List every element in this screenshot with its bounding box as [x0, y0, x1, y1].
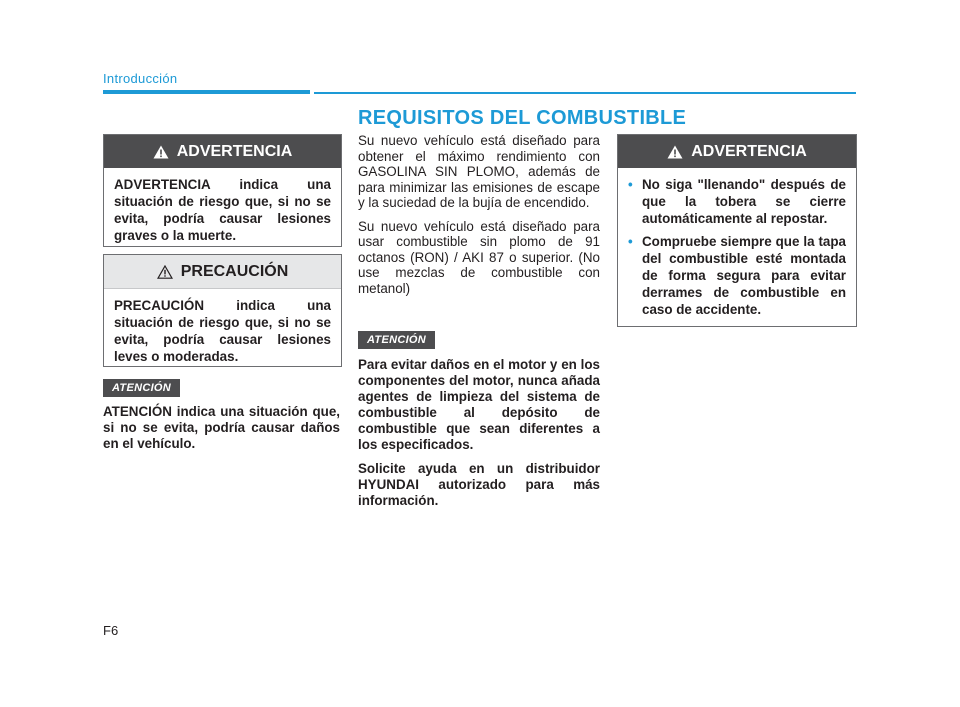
warning-box-right: [617, 134, 857, 327]
bullet-icon: •: [628, 234, 633, 249]
fuel-paragraph-2: Su nuevo vehículo está diseñado para usar combustible sin plomo de 91 octanos (RON) / AKI 87 o superior. (No use mezclas de combustible con metanol): [358, 218, 600, 296]
warning-bullet-item: [628, 233, 846, 318]
warning-triangle-icon: [153, 145, 169, 159]
warning-box-header: [104, 135, 341, 168]
attention-paragraph-1: Para evitar daños en el motor y en los componentes del motor, nunca añada agentes de limpieza del sistema de combustible al depósito de combustible que sean diferentes a los especificados.: [358, 357, 600, 452]
warning-box-left: [103, 134, 342, 247]
caution-heading: PRECAUCIÓN: [180, 262, 289, 280]
caution-body: PRECAUCIÓN indica una situación de riesgo que, si no se evita, podría causar lesiones leves o moderadas.: [114, 298, 331, 364]
caution-triangle-icon: [157, 265, 173, 279]
warning-bullet-text: Compruebe siempre que la tapa del combustible esté montada de forma segura para evitar derrames de combustible en caso de accidente.: [642, 234, 846, 317]
attention-text-left: ATENCIÓN indica una situación que, si no se evita, podría causar daños en el vehículo.: [103, 404, 340, 451]
attention-paragraph-2: Solicite ayuda en un distribuidor HYUNDAI autorizado para más información.: [358, 461, 600, 508]
warning-bullet-text: No siga "llenando" después de que la tobera se cierre automáticamente al repostar.: [642, 177, 846, 226]
bullet-icon: •: [628, 177, 633, 192]
warning-body: ADVERTENCIA indica una situación de riesgo que, si no se evita, podría causar lesiones graves o la muerte.: [114, 177, 331, 243]
warning-right-heading: ADVERTENCIA: [691, 142, 807, 160]
fuel-paragraph-1: Su nuevo vehículo está diseñado para obtener el máximo rendimiento con GASOLINA SIN PLOMO, además de para minimizar las emisiones de escape y la suciedad de la bujía de encendido.: [358, 133, 600, 210]
page-number: F6: [103, 623, 119, 638]
section-label: Introducción: [103, 71, 178, 86]
middle-body-text: [358, 133, 600, 296]
warning-right-body: [618, 168, 856, 334]
attention-tag-left: ATENCIÓN: [103, 379, 180, 397]
warning-box-right-header: [618, 135, 856, 168]
header-rule-thick: [103, 90, 310, 94]
caution-box-header: [104, 255, 341, 289]
warning-bullet-list: [628, 176, 846, 318]
header-rule-thin: [314, 92, 856, 94]
warning-heading: ADVERTENCIA: [176, 142, 293, 160]
caution-box: [103, 254, 342, 367]
attention-tag-middle: ATENCIÓN: [358, 331, 435, 349]
page-title: REQUISITOS DEL COMBUSTIBLE: [358, 107, 687, 129]
middle-attention-text: [358, 357, 600, 509]
warning-triangle-icon: [667, 145, 683, 159]
warning-bullet-item: [628, 176, 846, 227]
